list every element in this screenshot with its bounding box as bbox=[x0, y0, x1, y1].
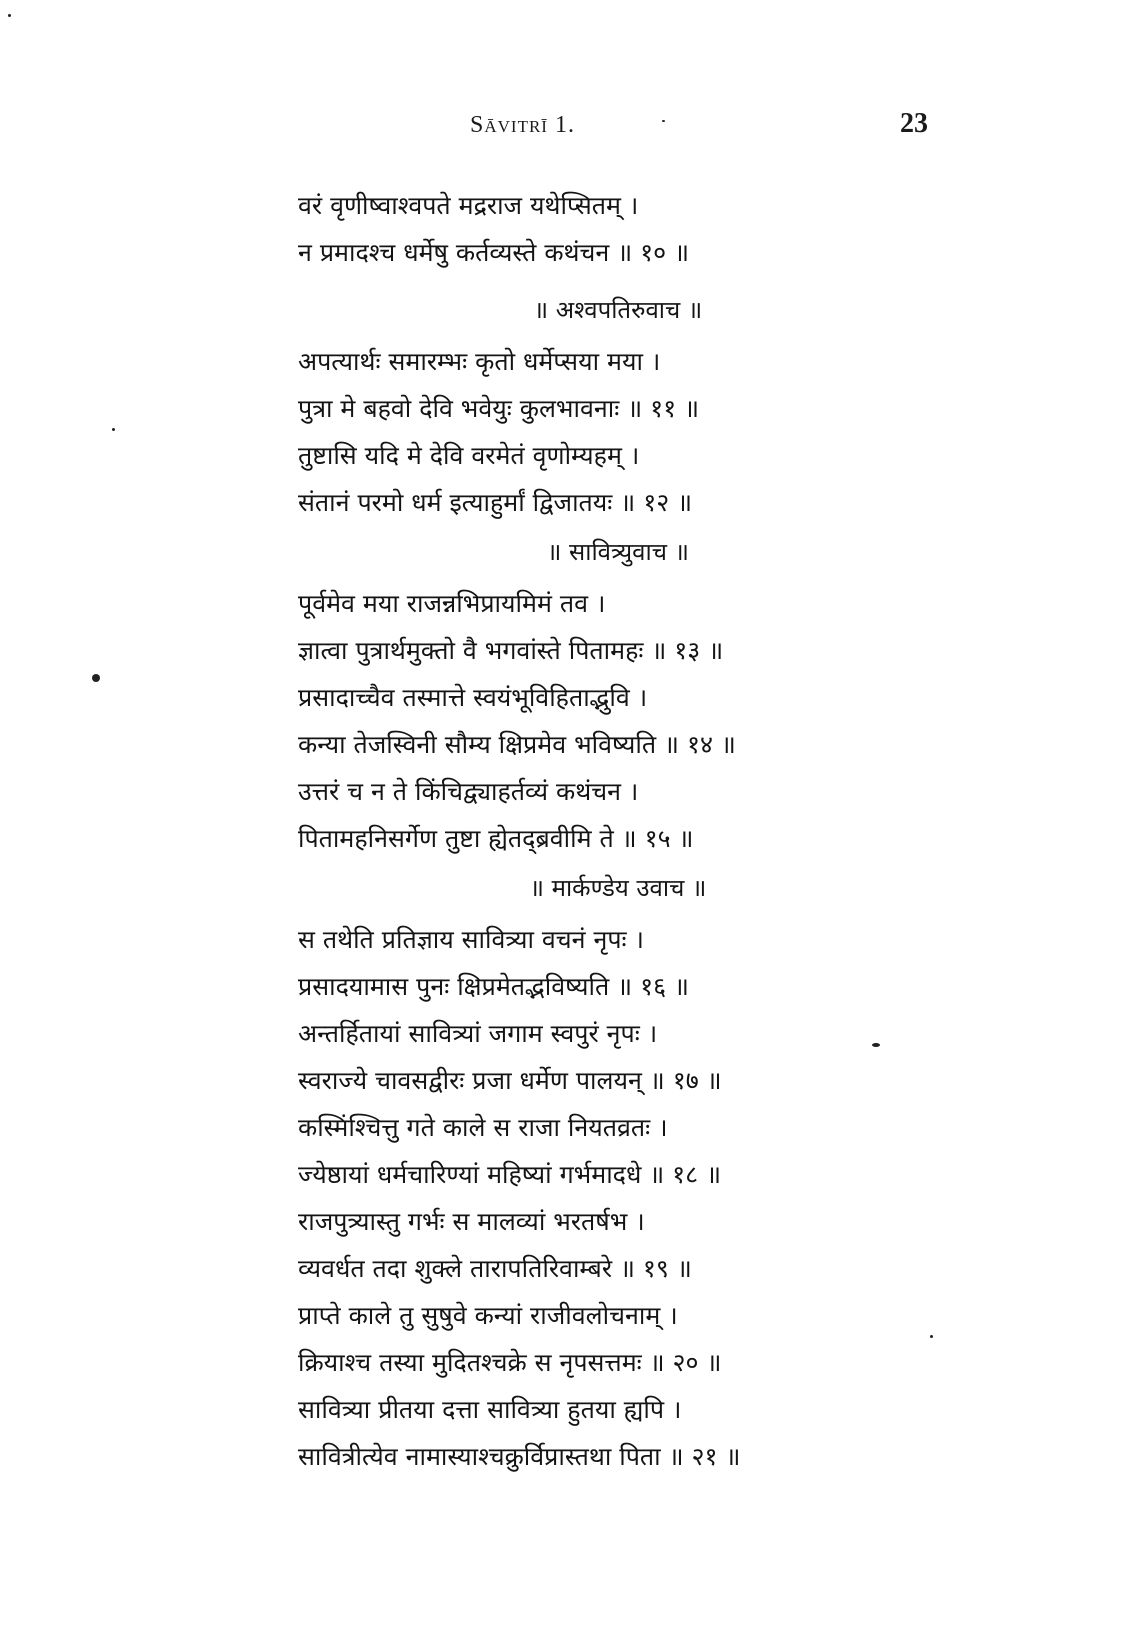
scan-speck bbox=[92, 674, 100, 682]
verse-line: प्रसादयामास पुनः क्षिप्रमेतद्भविष्यति ॥ १६ ॥ bbox=[298, 972, 690, 1001]
speaker-heading: ॥ मार्कण्डेय उवाच ॥ bbox=[529, 874, 707, 902]
verse-line: पूर्वमेव मया राजन्नभिप्रायमिमं तव । bbox=[298, 589, 606, 618]
verse-line: तुष्टासि यदि मे देवि वरमेतं वृणोम्यहम् । bbox=[298, 441, 640, 470]
verse-line: पुत्रा मे बहवो देवि भवेयुः कुलभावनाः ॥ ११ ॥ bbox=[298, 394, 700, 423]
scan-speck bbox=[872, 1043, 880, 1047]
verse-line: अन्तर्हितायां सावित्र्यां जगाम स्वपुरं नृपः । bbox=[298, 1019, 658, 1048]
speaker-heading: ॥ अश्वपतिरुवाच ॥ bbox=[533, 296, 703, 324]
verse-line: सावित्र्या प्रीतया दत्ता सावित्र्या हुतया ह्यपि । bbox=[298, 1395, 682, 1424]
verse-line: वरं वृणीष्वाश्वपते मद्रराज यथेप्सितम् । bbox=[298, 191, 639, 220]
scan-speck bbox=[8, 14, 11, 17]
verse-line: स तथेति प्रतिज्ञाय सावित्र्या वचनं नृपः । bbox=[298, 925, 645, 954]
speaker-heading: ॥ सावित्र्युवाच ॥ bbox=[547, 538, 689, 566]
verse-line: प्रसादाच्चैव तस्मात्ते स्वयंभूविहिताद्भुवि । bbox=[298, 683, 648, 712]
verse-line: ज्येष्ठायां धर्मचारिण्यां महिष्यां गर्भमादधे ॥ १८ ॥ bbox=[298, 1160, 722, 1189]
verse-line: व्यवर्धत तदा शुक्ले तारापतिरिवाम्बरे ॥ १९ ॥ bbox=[298, 1254, 692, 1283]
verse-line: ज्ञात्वा पुत्रार्थमुक्तो वै भगवांस्ते पितामहः ॥ १३ ॥ bbox=[298, 636, 724, 665]
verse-line: स्वराज्ये चावसद्वीरः प्रजा धर्मेण पालयन् ॥ १७ ॥ bbox=[298, 1066, 722, 1095]
running-title: Sāvitrī 1. bbox=[470, 112, 575, 138]
scan-speck bbox=[112, 428, 115, 431]
scan-speck bbox=[662, 120, 665, 122]
verse-line: क्रियाश्च तस्या मुदितश्चक्रे स नृपसत्तमः ॥ २० ॥ bbox=[298, 1348, 722, 1377]
verse-line: कस्मिंश्चित्तु गते काले स राजा नियतव्रतः । bbox=[298, 1113, 668, 1142]
verse-line: न प्रमादश्च धर्मेषु कर्तव्यस्ते कथंचन ॥ १० ॥ bbox=[298, 238, 690, 267]
verse-line: उत्तरं च न ते किंचिद्व्याहर्तव्यं कथंचन । bbox=[298, 777, 639, 806]
verse-line: संतानं परमो धर्म इत्याहुर्मां द्विजातयः ॥ १२ ॥ bbox=[298, 488, 693, 517]
verse-line: कन्या तेजस्विनी सौम्य क्षिप्रमेव भविष्यति ॥ १४ ॥ bbox=[298, 730, 736, 759]
verse-line: राजपुत्र्यास्तु गर्भः स मालव्यां भरतर्षभ । bbox=[298, 1207, 645, 1236]
scan-speck bbox=[930, 1335, 933, 1338]
verse-line: पितामहनिसर्गेण तुष्टा ह्येतद्ब्रवीमि ते ॥ १५ ॥ bbox=[298, 824, 694, 853]
verse-text bbox=[298, 182, 998, 1480]
verse-line: प्राप्ते काले तु सुषुवे कन्यां राजीवलोचनाम् । bbox=[298, 1301, 678, 1330]
verse-line: सावित्रीत्येव नामास्याश्चक्रुर्विप्रास्तथा पिता ॥ २१ ॥ bbox=[298, 1442, 741, 1471]
verse-line: अपत्यार्थः समारम्भः कृतो धर्मेप्सया मया । bbox=[298, 347, 661, 376]
page-number: 23 bbox=[900, 108, 928, 139]
